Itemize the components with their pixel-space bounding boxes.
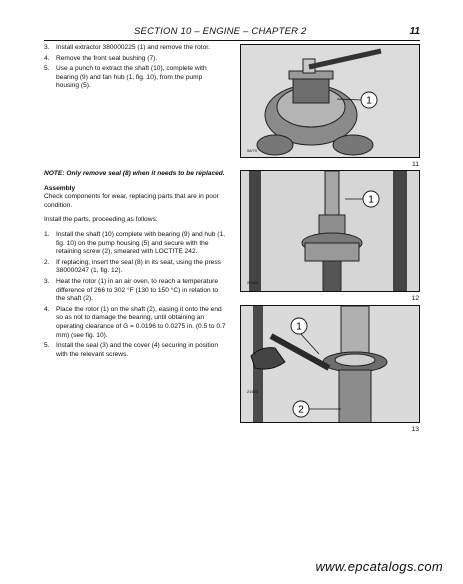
header-rule	[44, 40, 420, 41]
fig13-callout-2: 2	[298, 404, 304, 416]
figure-12-number: 12	[411, 295, 419, 302]
figure-12-code: 21662	[247, 280, 259, 285]
fig13-callout-1: 1	[296, 321, 302, 333]
assembly-section	[44, 170, 226, 361]
assembly-step-2: 2. If replacing, insert the seal (8) in its seat, using the press 380000247 (1, fig. 12).	[44, 258, 221, 275]
step-5: 5. Use a punch to extract the shaft (10), complete with bearing (9) and fan hub (1, fig. 10), from the pump housing (5).	[44, 65, 207, 90]
assembly-step-1: 1. Install the shaft (10) complete with bearing (9) and hub (1, fig. 10) on the pump housing (5) and secure with the retaining screw (2), smeared with LOCTITE 242.	[44, 230, 225, 256]
figure-13-number: 13	[411, 426, 419, 433]
step-4: 4. Remove the front seal bushing (7).	[44, 54, 158, 62]
fig12-callout-1: 1	[368, 194, 374, 206]
fig11-callout-1: 1	[366, 95, 372, 107]
assembly-check: Check components for wear, replacing parts that are in poor condition.	[44, 193, 219, 209]
section-title: SECTION 10 – ENGINE – CHAPTER 2	[134, 26, 307, 37]
assembly-heading: Assembly	[44, 184, 76, 192]
page-number: 11	[409, 26, 420, 37]
website-watermark: www.epcatalogs.com	[315, 559, 443, 574]
figure-11-number: 11	[411, 161, 419, 168]
figure-12-drawing	[241, 171, 420, 292]
assembly-step-3: 3. Heat the rotor (1) in an air oven, to reach a temperature difference of 266 to 302 °F (130 to 150 °C) in relation to the shaft (2).	[44, 277, 219, 303]
assembly-step-5: 5. Install the seal (3) and the cover (4) securing in position with the relevant screws.	[44, 342, 218, 358]
figure-11-code: 58/70	[247, 148, 258, 153]
figure-13-photo	[240, 305, 420, 423]
figure-13-drawing	[241, 306, 420, 423]
step-3: 3. Install extractor 380000225 (1) and remove the rotor.	[44, 44, 210, 51]
disassembly-steps	[44, 44, 226, 93]
assembly-step-4: 4. Place the rotor (1) on the shaft (2), easing it onto the end so as not to damage the bearing, until obtaining an operating clearance of G = 0.0196 to 0.0275 in. (0.5 to 0.7 mm) (see fig. 10).	[44, 305, 226, 339]
figure-13-code: 21663	[247, 389, 259, 394]
figure-11-photo	[240, 44, 420, 158]
assembly-intro: Install the parts, proceeding as follows:	[44, 216, 158, 224]
figure-11-drawing	[241, 45, 420, 158]
note: NOTE: Only remove seal (8) when it needs to be replaced.	[44, 170, 225, 177]
figure-12-photo	[240, 170, 420, 292]
page-header	[44, 26, 420, 40]
